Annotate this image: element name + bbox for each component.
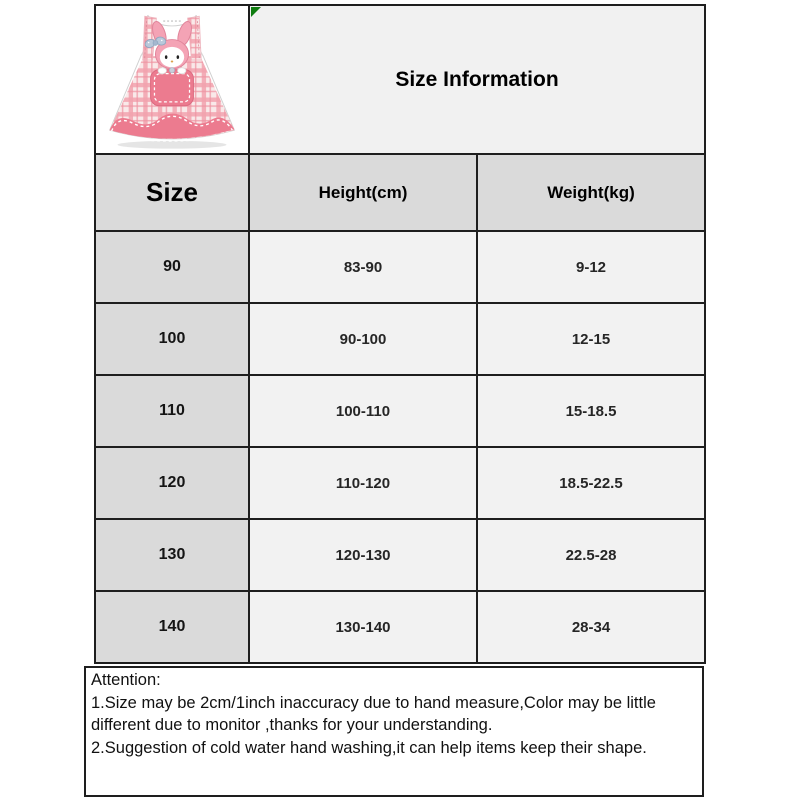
height-cell: 130-140 [249, 591, 477, 663]
column-header-size: Size [95, 154, 249, 231]
attention-line: 1.Size may be 2cm/1inch inaccuracy due to hand measure,Color may be little different due to monitor ,thanks for your understanding. [91, 693, 656, 734]
attention-line: 2.Suggestion of cold water hand washing,it can help items keep their shape. [91, 738, 647, 757]
weight-cell: 9-12 [477, 231, 705, 303]
size-cell: 120 [95, 447, 249, 519]
table-row [95, 447, 705, 519]
product-dress-image [97, 7, 247, 152]
column-header-weight: Weight(kg) [477, 154, 705, 231]
height-cell: 90-100 [249, 303, 477, 375]
height-cell: 110-120 [249, 447, 477, 519]
table-row [95, 519, 705, 591]
weight-cell: 12-15 [477, 303, 705, 375]
attention-line: Attention: [91, 671, 161, 689]
size-cell: 140 [95, 591, 249, 663]
size-chart-table [94, 4, 706, 664]
top-row [95, 5, 705, 154]
table-row [95, 375, 705, 447]
height-cell: 83-90 [249, 231, 477, 303]
column-header-height: Height(cm) [249, 154, 477, 231]
size-cell: 100 [95, 303, 249, 375]
size-cell: 110 [95, 375, 249, 447]
attention-note [84, 666, 704, 797]
size-information-title: Size Information [395, 67, 559, 91]
green-corner-marker-icon [251, 7, 261, 17]
size-information-title-cell [249, 5, 705, 154]
table-header-row [95, 154, 705, 231]
height-cell: 120-130 [249, 519, 477, 591]
table-row [95, 231, 705, 303]
weight-cell: 28-34 [477, 591, 705, 663]
table-row [95, 591, 705, 663]
weight-cell: 22.5-28 [477, 519, 705, 591]
height-cell: 100-110 [249, 375, 477, 447]
weight-cell: 18.5-22.5 [477, 447, 705, 519]
table-row [95, 303, 705, 375]
weight-cell: 15-18.5 [477, 375, 705, 447]
product-image-cell [95, 5, 249, 154]
size-cell: 90 [95, 231, 249, 303]
size-cell: 130 [95, 519, 249, 591]
